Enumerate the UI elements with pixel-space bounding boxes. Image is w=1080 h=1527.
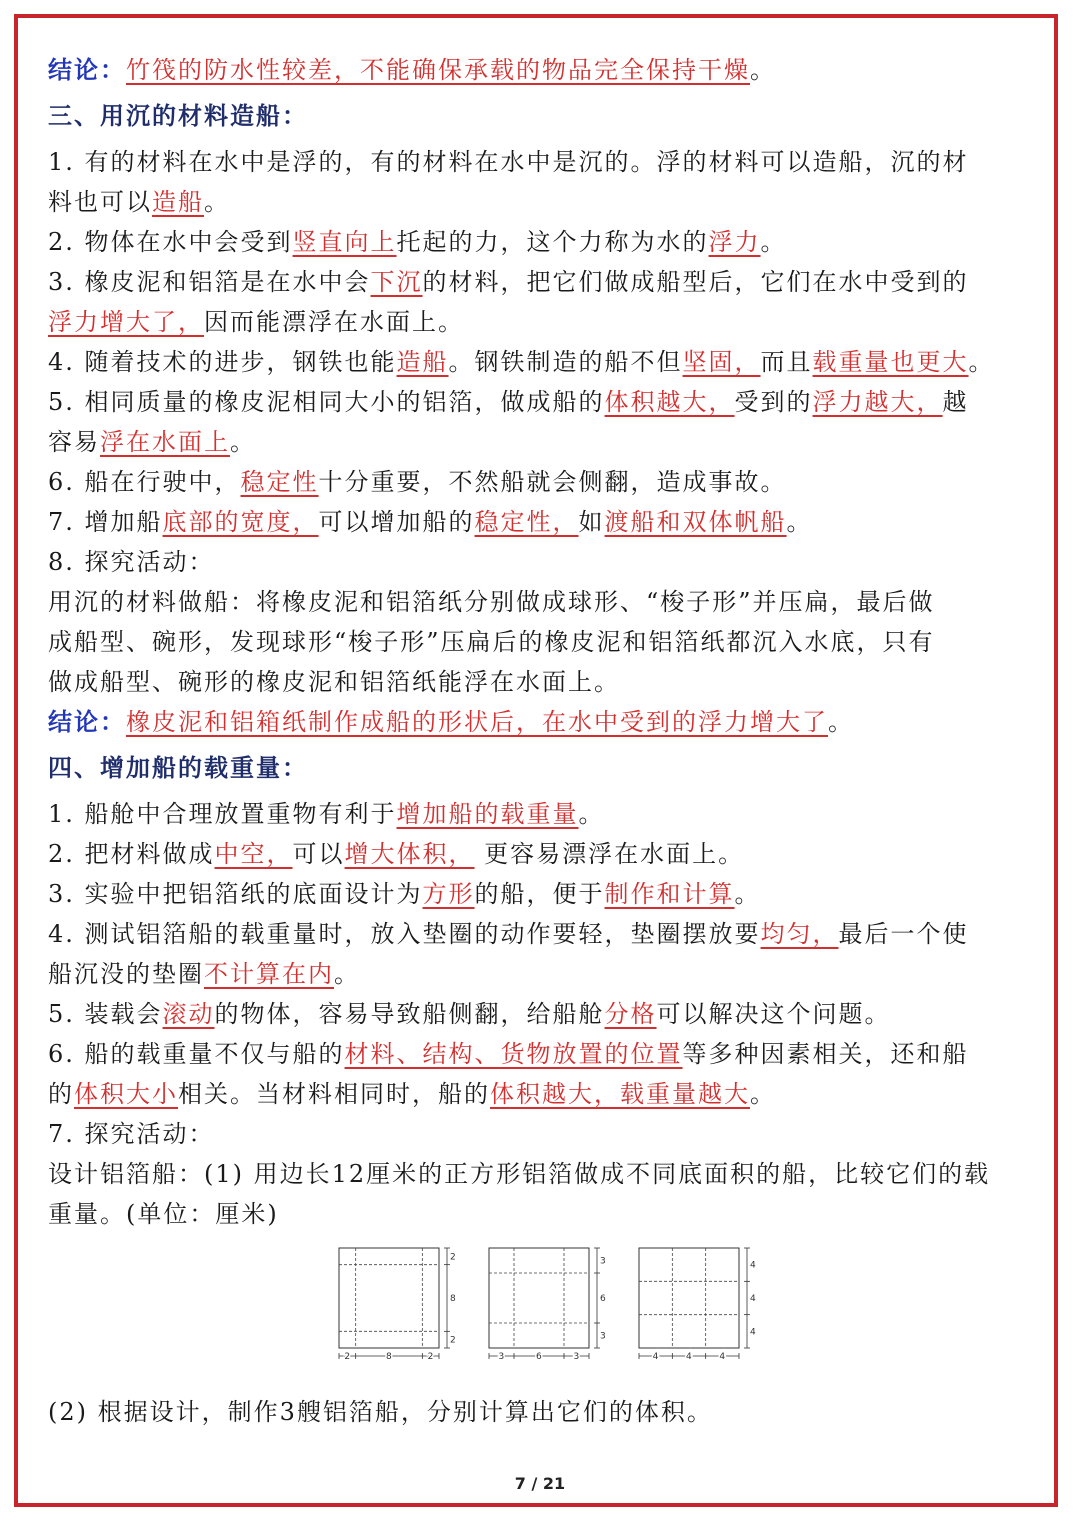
s4-item7-line2: 重量。(单位：厘米) [48, 1200, 279, 1228]
page-content [48, 50, 1038, 1432]
dim-label-right: 4 [750, 1294, 756, 1304]
s3-item3-line1: 3. 橡皮泥和铝箔是在水中会下沉的材料，把它们做成船型后，它们在水中受到的 [48, 268, 969, 296]
s3-item8-title: 8. 探究活动： [48, 548, 215, 576]
s4-item7-line3: (2) 根据设计，制作3艘铝箔船，分别计算出它们的体积。 [48, 1398, 713, 1426]
s3-item8-line3: 做成船型、碗形的橡皮泥和铝箔纸能浮在水面上。 [48, 668, 620, 696]
s3-item6: 6. 船在行驶中，稳定性十分重要，不然船就会侧翻，造成事故。 [48, 468, 787, 496]
paper-square [639, 1248, 739, 1348]
section-4-title: 四、增加船的载重量： [48, 753, 308, 782]
dim-label-bottom: 2 [344, 1352, 351, 1362]
fold-diagram-4-4-4 [633, 1244, 768, 1368]
page-number: 7 / 21 [514, 1474, 566, 1493]
dim-label-right: 2 [450, 1335, 456, 1346]
dim-label-right: 6 [600, 1294, 606, 1304]
section-3-title: 三、用沉的材料造船： [48, 101, 308, 130]
s3-item8-line2: 成船型、碗形，发现球形“梭子形”压扁后的橡皮泥和铝箔纸都沉入水底，只有 [48, 628, 935, 656]
s3-item2: 2. 物体在水中会受到竖直向上托起的力，这个力称为水的浮力。 [48, 228, 787, 256]
s4-item4-line2: 船沉没的垫圈不计算在内。 [48, 960, 360, 988]
dim-label-bottom: 4 [686, 1352, 692, 1362]
s3-item1-line1: 1. 有的材料在水中是浮的，有的材料在水中是沉的。浮的材料可以造船，沉的材 [48, 148, 969, 176]
s4-item1: 1. 船舱中合理放置重物有利于增加船的载重量。 [48, 800, 605, 828]
dim-label-right: 3 [600, 1331, 606, 1342]
s3-item4: 4. 随着技术的进步，钢铁也能造船。钢铁制造的船不但坚固，而且载重量也更大。 [48, 348, 995, 376]
dim-label-bottom: 6 [536, 1352, 542, 1362]
conclusion-plasticine: 结论：橡皮泥和铝箱纸制作成船的形状后，在水中受到的浮力增大了。 [48, 707, 854, 736]
s4-item4-line1: 4. 测试铝箔船的载重量时，放入垫圈的动作要轻，垫圈摆放要均匀，最后一个使 [48, 920, 969, 948]
s3-item1-line2: 料也可以造船。 [48, 188, 230, 216]
fold-svg [633, 1244, 768, 1364]
s4-item5: 5. 装载会滚动的物体，容易导致船侧翻，给船舱分格可以解决这个问题。 [48, 1000, 891, 1028]
dim-label-right: 8 [450, 1294, 456, 1304]
s4-item3: 3. 实验中把铝箔纸的底面设计为方形的船，便于制作和计算。 [48, 880, 761, 908]
paper-square [489, 1248, 589, 1348]
s3-item5-line1: 5. 相同质量的橡皮泥相同大小的铝箔，做成船的体积越大，受到的浮力越大，越 [48, 388, 969, 416]
fold-diagrams [48, 1244, 1038, 1384]
dim-label-bottom: 3 [573, 1352, 580, 1362]
s3-item7: 7. 增加船底部的宽度，可以增加船的稳定性，如渡船和双体帆船。 [48, 508, 813, 536]
dim-label-right: 4 [750, 1260, 756, 1271]
dim-label-right: 4 [750, 1327, 756, 1338]
s4-item6-line2: 的体积大小相关。当材料相同时，船的体积越大，载重量越大。 [48, 1080, 776, 1108]
fold-diagram-2-8-2 [333, 1244, 468, 1368]
s4-item7-title: 7. 探究活动： [48, 1120, 215, 1148]
conclusion-bamboo-raft: 结论：竹筏的防水性较差，不能确保承载的物品完全保持干燥。 [48, 55, 776, 84]
s3-item8-line1: 用沉的材料做船：将橡皮泥和铝箔纸分别做成球形、“梭子形”并压扁，最后做 [48, 588, 935, 616]
dim-label-bottom: 4 [652, 1352, 659, 1362]
fold-diagram-3-6-3 [483, 1244, 618, 1368]
fold-svg [333, 1244, 468, 1364]
dim-label-bottom: 3 [498, 1352, 505, 1362]
dim-label-bottom: 2 [427, 1352, 434, 1362]
s4-item2: 2. 把材料做成中空，可以增大体积， 更容易漂浮在水面上。 [48, 840, 745, 868]
dim-label-bottom: 8 [386, 1352, 392, 1362]
s4-item6-line1: 6. 船的载重量不仅与船的材料、结构、货物放置的位置等多种因素相关，还和船 [48, 1040, 969, 1068]
s3-item3-line2: 浮力增大了，因而能漂浮在水面上。 [48, 308, 464, 336]
s3-item5-line2: 容易浮在水面上。 [48, 428, 256, 456]
fold-svg [483, 1244, 618, 1364]
paper-square [339, 1248, 439, 1348]
dim-label-right: 3 [600, 1256, 606, 1267]
dim-label-right: 2 [450, 1252, 456, 1263]
s4-item7-line1: 设计铝箔船：(1) 用边长12厘米的正方形铝箔做成不同底面积的船，比较它们的载 [48, 1160, 991, 1188]
dim-label-bottom: 4 [719, 1352, 726, 1362]
